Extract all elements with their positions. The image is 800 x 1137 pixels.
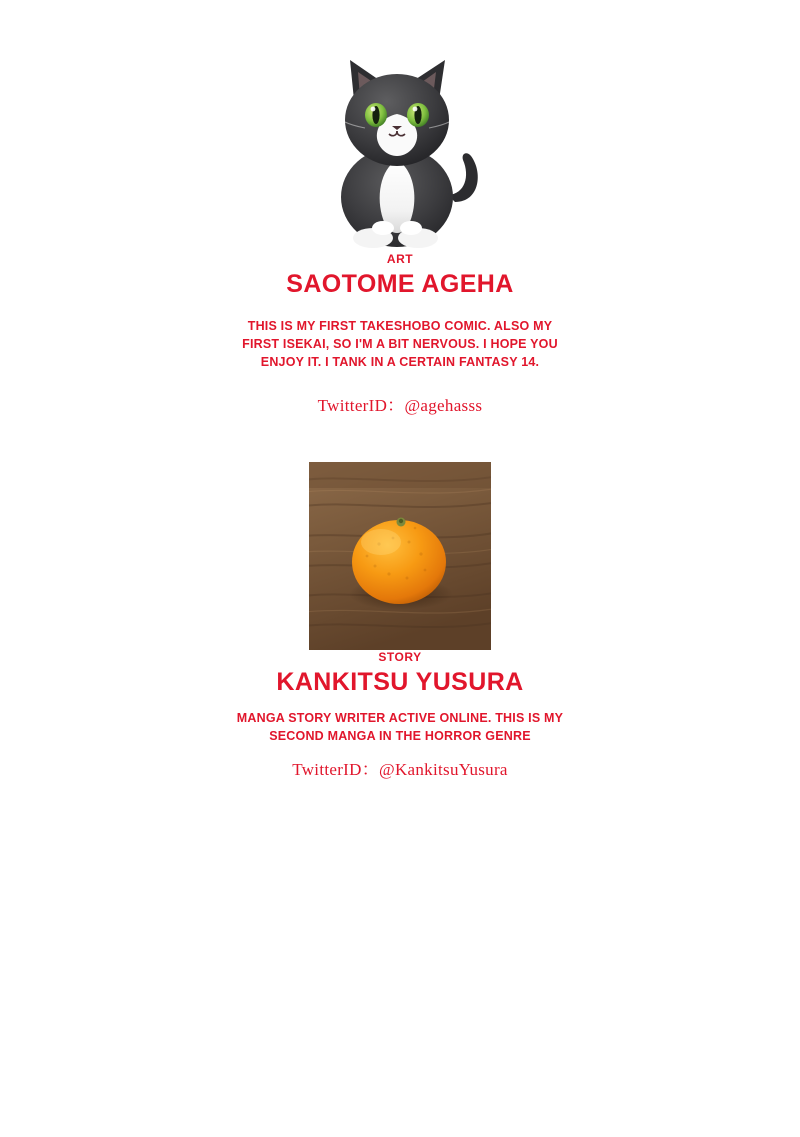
- credit-block-story: [0, 462, 800, 780]
- story-author-photo: [309, 462, 491, 650]
- credit-block-artist: [0, 52, 800, 416]
- artist-role-label: ART: [386, 252, 414, 266]
- artist-avatar: [305, 52, 495, 252]
- artist-name: SAOTOME AGEHA: [286, 270, 514, 298]
- story-author-name: KANKITSU YUSURA: [276, 668, 524, 696]
- story-role-label: STORY: [378, 650, 422, 664]
- artist-bio: THIS IS MY FIRST TAKESHOBO COMIC. ALSO MY FIRST ISEKAI, SO I'M A BIT NERVOUS. I HOPE YOU ENJOY IT. I TANK IN A CERTAIN FANTASY 14.: [242, 319, 558, 370]
- artist-twitter-handle[interactable]: TwitterID：@agehasss: [317, 396, 483, 416]
- cat-illustration-icon: [305, 52, 495, 252]
- story-author-twitter-handle[interactable]: TwitterID：@KankitsuYusura: [292, 760, 508, 780]
- story-author-bio: MANGA STORY WRITER ACTIVE ONLINE. THIS IS MY SECOND MANGA IN THE HORROR GENRE: [236, 711, 564, 744]
- mandarin-orange-photo-icon: [309, 462, 491, 650]
